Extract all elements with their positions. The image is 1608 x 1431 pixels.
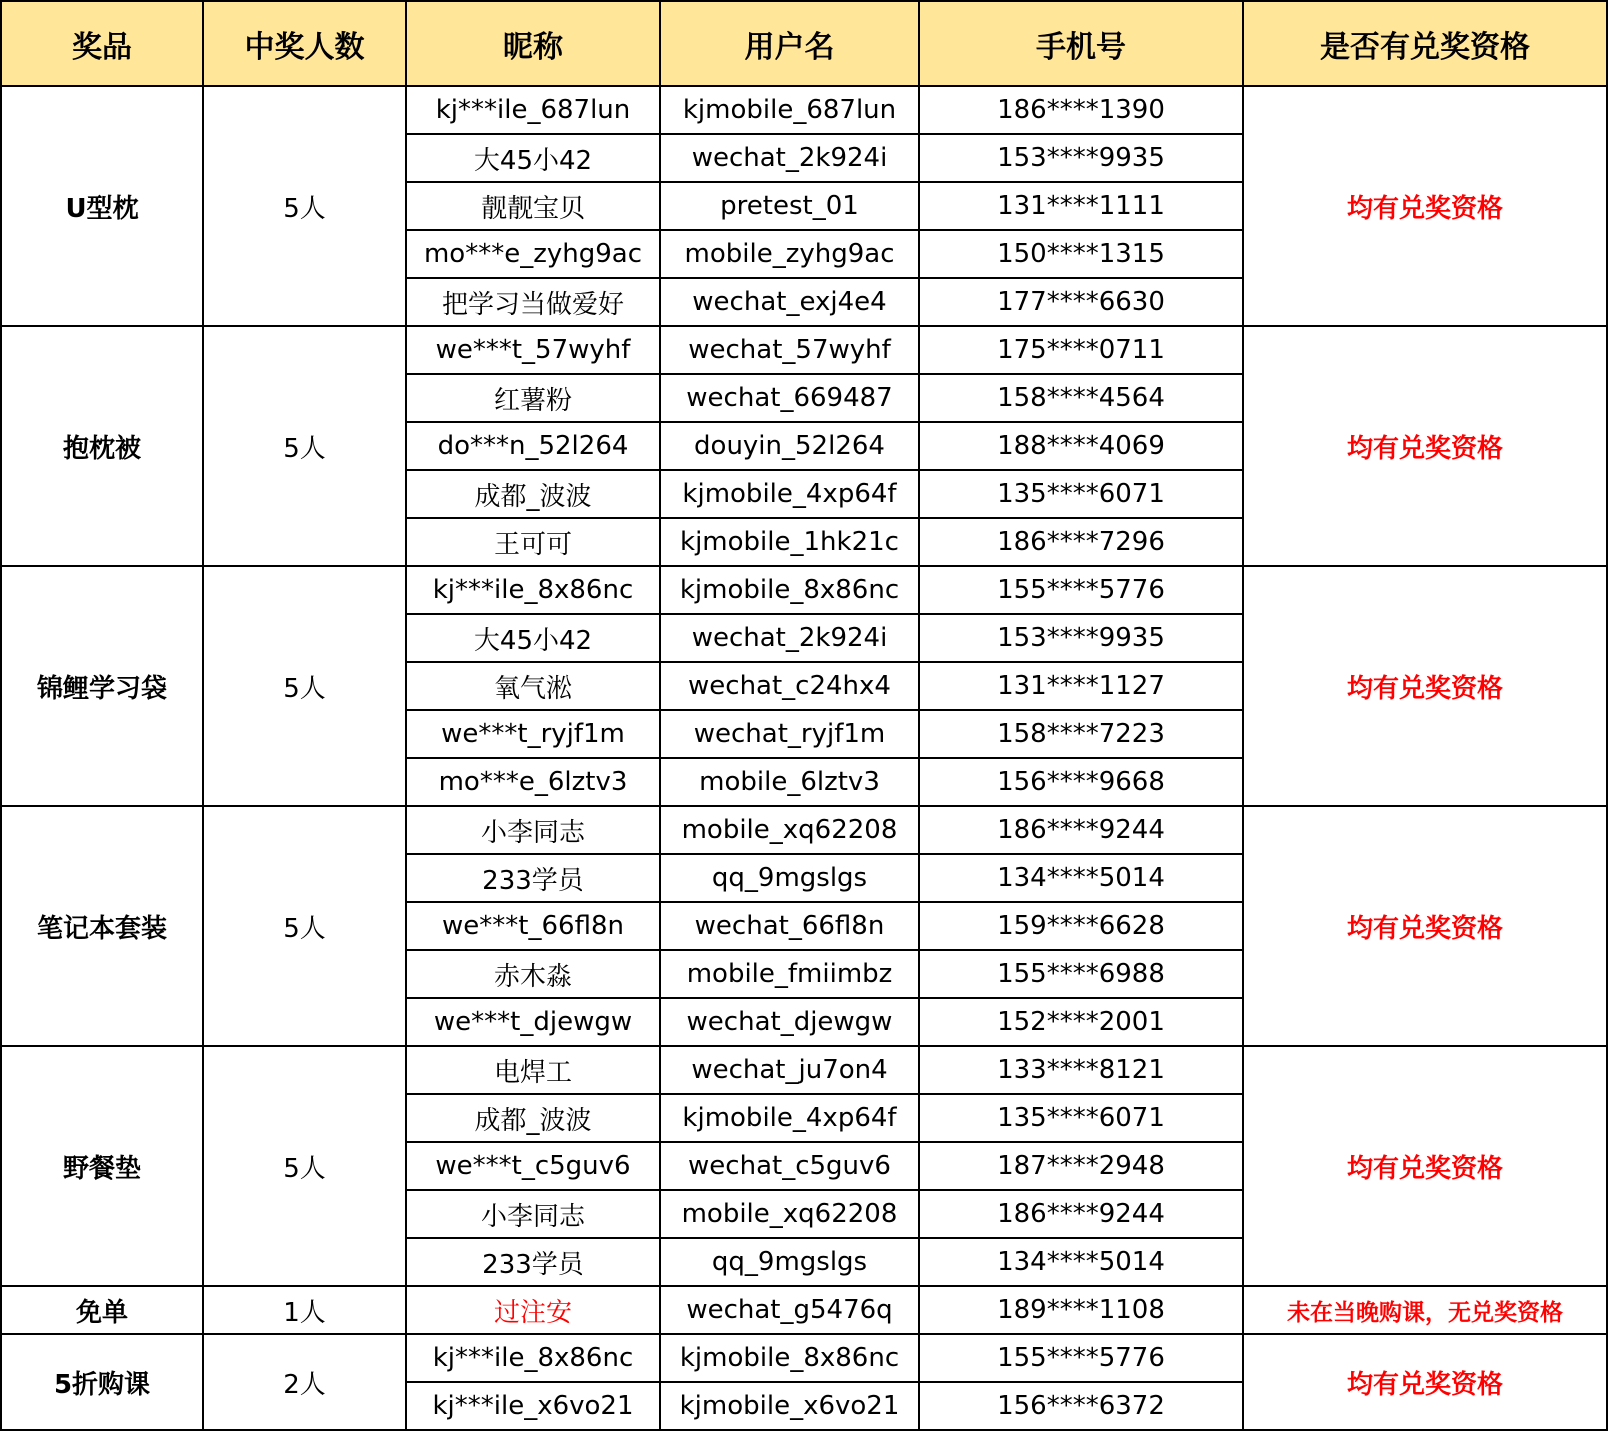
header-winner-count: 中奖人数 bbox=[203, 1, 406, 86]
eligibility-cell: 均有兑奖资格 bbox=[1243, 86, 1607, 326]
phone-cell: 134****5014 bbox=[919, 1238, 1243, 1286]
nickname-cell: we***t_ryjf1m bbox=[406, 710, 660, 758]
nickname-cell: we***t_c5guv6 bbox=[406, 1142, 660, 1190]
phone-cell: 175****0711 bbox=[919, 326, 1243, 374]
phone-cell: 150****1315 bbox=[919, 230, 1243, 278]
phone-cell: 155****6988 bbox=[919, 950, 1243, 998]
table-row bbox=[1, 1046, 1607, 1094]
phone-cell: 135****6071 bbox=[919, 470, 1243, 518]
username-cell: kjmobile_4xp64f bbox=[660, 470, 919, 518]
winner-count-cell: 5人 bbox=[203, 1046, 406, 1286]
username-cell: qq_9mgslgs bbox=[660, 1238, 919, 1286]
phone-cell: 158****7223 bbox=[919, 710, 1243, 758]
header-nickname: 昵称 bbox=[406, 1, 660, 86]
nickname-cell: 成都_波波 bbox=[406, 1094, 660, 1142]
prize-cell: 野餐垫 bbox=[1, 1046, 203, 1286]
username-cell: wechat_57wyhf bbox=[660, 326, 919, 374]
header-row bbox=[1, 1, 1607, 86]
eligibility-cell: 未在当晚购课，无兑奖资格 bbox=[1243, 1286, 1607, 1334]
table-row bbox=[1, 806, 1607, 854]
winner-count-cell: 1人 bbox=[203, 1286, 406, 1334]
nickname-cell: 赤木淼 bbox=[406, 950, 660, 998]
phone-cell: 186****9244 bbox=[919, 806, 1243, 854]
nickname-cell: 过注安 bbox=[406, 1286, 660, 1334]
winner-count-cell: 5人 bbox=[203, 566, 406, 806]
table-row bbox=[1, 1286, 1607, 1334]
phone-cell: 186****9244 bbox=[919, 1190, 1243, 1238]
phone-cell: 188****4069 bbox=[919, 422, 1243, 470]
phone-cell: 135****6071 bbox=[919, 1094, 1243, 1142]
phone-cell: 152****2001 bbox=[919, 998, 1243, 1046]
username-cell: pretest_01 bbox=[660, 182, 919, 230]
eligibility-cell: 均有兑奖资格 bbox=[1243, 326, 1607, 566]
phone-cell: 186****7296 bbox=[919, 518, 1243, 566]
username-cell: kjmobile_8x86nc bbox=[660, 1334, 919, 1382]
nickname-cell: 王可可 bbox=[406, 518, 660, 566]
eligibility-cell: 均有兑奖资格 bbox=[1243, 1046, 1607, 1286]
prize-cell: U型枕 bbox=[1, 86, 203, 326]
header-eligibility: 是否有兑奖资格 bbox=[1243, 1, 1607, 86]
prize-cell: 免单 bbox=[1, 1286, 203, 1334]
phone-cell: 189****1108 bbox=[919, 1286, 1243, 1334]
username-cell: wechat_c5guv6 bbox=[660, 1142, 919, 1190]
username-cell: wechat_2k924i bbox=[660, 134, 919, 182]
username-cell: mobile_zyhg9ac bbox=[660, 230, 919, 278]
nickname-cell: kj***ile_8x86nc bbox=[406, 566, 660, 614]
phone-cell: 159****6628 bbox=[919, 902, 1243, 950]
nickname-cell: 小李同志 bbox=[406, 1190, 660, 1238]
winner-count-cell: 2人 bbox=[203, 1334, 406, 1430]
nickname-cell: 233学员 bbox=[406, 854, 660, 902]
header-prize: 奖品 bbox=[1, 1, 203, 86]
phone-cell: 153****9935 bbox=[919, 134, 1243, 182]
nickname-cell: 大45小42 bbox=[406, 134, 660, 182]
phone-cell: 155****5776 bbox=[919, 566, 1243, 614]
winner-count-cell: 5人 bbox=[203, 326, 406, 566]
username-cell: kjmobile_687lun bbox=[660, 86, 919, 134]
phone-cell: 156****6372 bbox=[919, 1382, 1243, 1430]
username-cell: kjmobile_8x86nc bbox=[660, 566, 919, 614]
username-cell: wechat_c24hx4 bbox=[660, 662, 919, 710]
nickname-cell: we***t_66fl8n bbox=[406, 902, 660, 950]
prize-cell: 抱枕被 bbox=[1, 326, 203, 566]
phone-cell: 187****2948 bbox=[919, 1142, 1243, 1190]
username-cell: wechat_66fl8n bbox=[660, 902, 919, 950]
header-phone: 手机号 bbox=[919, 1, 1243, 86]
nickname-cell: 大45小42 bbox=[406, 614, 660, 662]
phone-cell: 131****1111 bbox=[919, 182, 1243, 230]
table-row bbox=[1, 326, 1607, 374]
nickname-cell: 成都_波波 bbox=[406, 470, 660, 518]
phone-cell: 134****5014 bbox=[919, 854, 1243, 902]
nickname-cell: 233学员 bbox=[406, 1238, 660, 1286]
prize-cell: 笔记本套装 bbox=[1, 806, 203, 1046]
phone-cell: 155****5776 bbox=[919, 1334, 1243, 1382]
username-cell: mobile_xq62208 bbox=[660, 1190, 919, 1238]
username-cell: wechat_g5476q bbox=[660, 1286, 919, 1334]
nickname-cell: 把学习当做爱好 bbox=[406, 278, 660, 326]
username-cell: douyin_52l264 bbox=[660, 422, 919, 470]
nickname-cell: mo***e_zyhg9ac bbox=[406, 230, 660, 278]
table-body bbox=[1, 86, 1607, 1430]
nickname-cell: kj***ile_687lun bbox=[406, 86, 660, 134]
username-cell: mobile_6lztv3 bbox=[660, 758, 919, 806]
eligibility-cell: 均有兑奖资格 bbox=[1243, 566, 1607, 806]
phone-cell: 186****1390 bbox=[919, 86, 1243, 134]
nickname-cell: do***n_52l264 bbox=[406, 422, 660, 470]
username-cell: kjmobile_1hk21c bbox=[660, 518, 919, 566]
table-row bbox=[1, 86, 1607, 134]
username-cell: mobile_fmiimbz bbox=[660, 950, 919, 998]
username-cell: wechat_669487 bbox=[660, 374, 919, 422]
nickname-cell: 靓靓宝贝 bbox=[406, 182, 660, 230]
nickname-cell: kj***ile_x6vo21 bbox=[406, 1382, 660, 1430]
table-row bbox=[1, 1334, 1607, 1382]
username-cell: kjmobile_x6vo21 bbox=[660, 1382, 919, 1430]
phone-cell: 177****6630 bbox=[919, 278, 1243, 326]
nickname-cell: we***t_djewgw bbox=[406, 998, 660, 1046]
winner-count-cell: 5人 bbox=[203, 86, 406, 326]
winner-count-cell: 5人 bbox=[203, 806, 406, 1046]
phone-cell: 153****9935 bbox=[919, 614, 1243, 662]
nickname-cell: we***t_57wyhf bbox=[406, 326, 660, 374]
prize-cell: 锦鲤学习袋 bbox=[1, 566, 203, 806]
eligibility-cell: 均有兑奖资格 bbox=[1243, 1334, 1607, 1430]
phone-cell: 158****4564 bbox=[919, 374, 1243, 422]
username-cell: wechat_ju7on4 bbox=[660, 1046, 919, 1094]
nickname-cell: 电焊工 bbox=[406, 1046, 660, 1094]
nickname-cell: 小李同志 bbox=[406, 806, 660, 854]
prize-cell: 5折购课 bbox=[1, 1334, 203, 1430]
phone-cell: 133****8121 bbox=[919, 1046, 1243, 1094]
username-cell: mobile_xq62208 bbox=[660, 806, 919, 854]
username-cell: wechat_djewgw bbox=[660, 998, 919, 1046]
username-cell: qq_9mgslgs bbox=[660, 854, 919, 902]
nickname-cell: 氧气淞 bbox=[406, 662, 660, 710]
nickname-cell: 红薯粉 bbox=[406, 374, 660, 422]
header-username: 用户名 bbox=[660, 1, 919, 86]
username-cell: kjmobile_4xp64f bbox=[660, 1094, 919, 1142]
phone-cell: 156****9668 bbox=[919, 758, 1243, 806]
username-cell: wechat_2k924i bbox=[660, 614, 919, 662]
username-cell: wechat_exj4e4 bbox=[660, 278, 919, 326]
table-row bbox=[1, 566, 1607, 614]
eligibility-cell: 均有兑奖资格 bbox=[1243, 806, 1607, 1046]
nickname-cell: mo***e_6lztv3 bbox=[406, 758, 660, 806]
username-cell: wechat_ryjf1m bbox=[660, 710, 919, 758]
nickname-cell: kj***ile_8x86nc bbox=[406, 1334, 660, 1382]
phone-cell: 131****1127 bbox=[919, 662, 1243, 710]
